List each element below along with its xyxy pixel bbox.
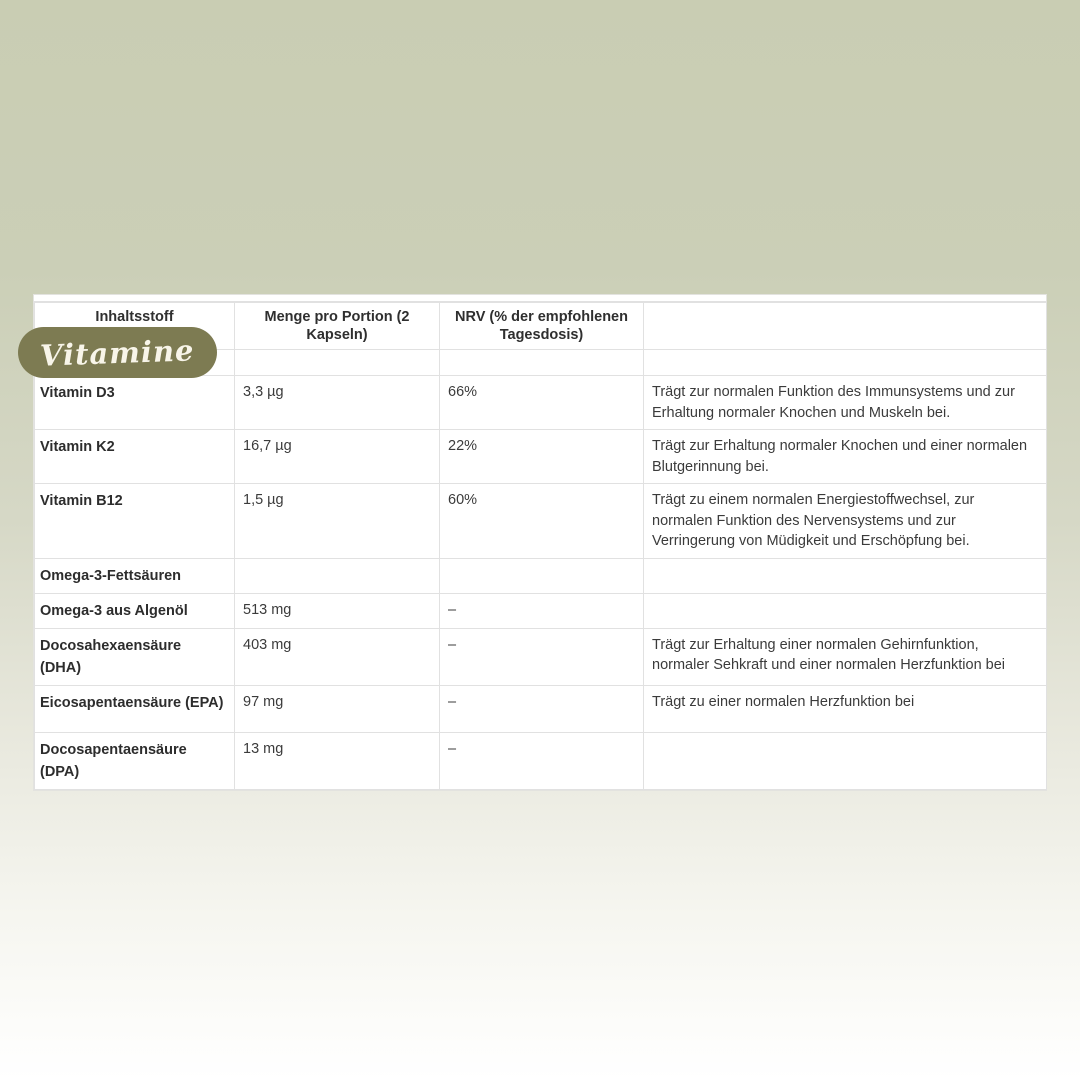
table-row-epa bbox=[35, 685, 1047, 732]
table-row-vitamin-d3 bbox=[35, 376, 1047, 430]
ingredient-nrv: – bbox=[440, 732, 644, 789]
ingredient-name: Docosahexaensäure (DHA) bbox=[35, 628, 235, 685]
ingredient-amount: 3,3 µg bbox=[235, 376, 440, 430]
ingredient-description bbox=[644, 732, 1047, 789]
header-amount-per-serving: Menge pro Portion (2 Kapseln) bbox=[235, 303, 440, 350]
table-row-vitamin-b12 bbox=[35, 484, 1047, 559]
ingredient-name: Vitamin D3 bbox=[35, 376, 235, 430]
ingredient-name: Omega-3 aus Algenöl bbox=[35, 593, 235, 628]
ingredient-description: Trägt zur Erhaltung einer normalen Gehirnfunktion, normaler Sehkraft und einer normalen Herzfunktion bei bbox=[644, 628, 1047, 685]
ingredient-amount: 16,7 µg bbox=[235, 430, 440, 484]
header-description bbox=[644, 303, 1047, 350]
ingredient-description: Trägt zur Erhaltung normaler Knochen und einer normalen Blutgerinnung bei. bbox=[644, 430, 1047, 484]
ingredient-amount: 13 mg bbox=[235, 732, 440, 789]
table-row-dha bbox=[35, 628, 1047, 685]
ingredient-amount: 403 mg bbox=[235, 628, 440, 685]
vitamine-badge bbox=[18, 327, 217, 378]
ingredient-amount: 513 mg bbox=[235, 593, 440, 628]
table-row-omega3-section bbox=[35, 558, 1047, 593]
ingredient-description: Trägt zu einem normalen Energiestoffwechsel, zur normalen Funktion des Nervensystems und zur Verringerung von Müdigkeit und Erschöpfung bei. bbox=[644, 484, 1047, 559]
ingredient-nrv: 22% bbox=[440, 430, 644, 484]
ingredient-name: Docosapentaensäure (DPA) bbox=[35, 732, 235, 789]
ingredient-nrv: 60% bbox=[440, 484, 644, 559]
ingredient-description bbox=[644, 593, 1047, 628]
ingredient-description: Trägt zu einer normalen Herzfunktion bei bbox=[644, 685, 1047, 732]
ingredient-name: Vitamin B12 bbox=[35, 484, 235, 559]
table-row-omega3-algae-oil bbox=[35, 593, 1047, 628]
ingredient-description: Trägt zur normalen Funktion des Immunsystems und zur Erhaltung normaler Knochen und Muskeln bei. bbox=[644, 376, 1047, 430]
header-nrv: NRV (% der empfohlenen Tagesdosis) bbox=[440, 303, 644, 350]
header-ingredient: Inhaltsstoff bbox=[35, 303, 235, 350]
ingredient-nrv: 66% bbox=[440, 376, 644, 430]
ingredient-nrv: – bbox=[440, 628, 644, 685]
ingredient-nrv: – bbox=[440, 685, 644, 732]
vitamine-badge-label: Vitamine bbox=[39, 332, 196, 373]
table-row-vitamin-k2 bbox=[35, 430, 1047, 484]
table-top-strip bbox=[34, 295, 1046, 302]
table-row-dpa bbox=[35, 732, 1047, 789]
ingredient-amount: 97 mg bbox=[235, 685, 440, 732]
ingredient-nrv: – bbox=[440, 593, 644, 628]
section-title: Omega-3-Fettsäuren bbox=[35, 558, 235, 593]
ingredient-amount: 1,5 µg bbox=[235, 484, 440, 559]
ingredient-name: Eicosapentaensäure (EPA) bbox=[35, 685, 235, 732]
ingredient-name: Vitamin K2 bbox=[35, 430, 235, 484]
